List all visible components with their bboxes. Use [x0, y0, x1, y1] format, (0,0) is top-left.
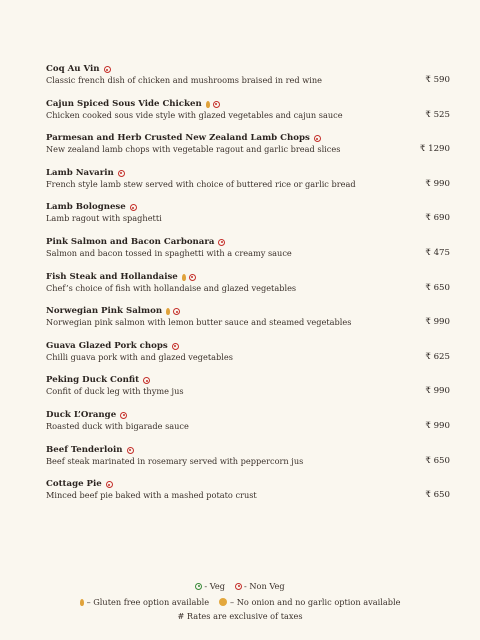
legend-gluten-free-label: – Gluten free option available	[86, 597, 210, 607]
item-price: ₹ 990	[425, 386, 450, 397]
item-description: Beef steak marinated in rosemary served with peppercorn jus	[46, 455, 304, 466]
non-veg-icon	[130, 204, 137, 211]
non-veg-icon	[213, 101, 220, 108]
no-onion-garlic-icon	[219, 598, 227, 606]
non-veg-icon	[314, 135, 321, 142]
legend-options	[0, 596, 480, 609]
item-description: Confit of duck leg with thyme jus	[46, 386, 184, 397]
item-price: ₹ 650	[425, 455, 450, 466]
non-veg-icon	[118, 170, 125, 177]
item-price: ₹ 990	[425, 420, 450, 431]
menu-item	[46, 64, 450, 99]
non-veg-icon	[172, 343, 179, 350]
item-price: ₹ 990	[425, 317, 450, 328]
item-price: ₹ 625	[425, 351, 450, 362]
item-description: Salmon and bacon tossed in spaghetti with a creamy sauce	[46, 247, 292, 258]
item-description: Minced beef pie baked with a mashed potato crust	[46, 490, 257, 501]
item-price: ₹ 525	[425, 109, 450, 120]
gluten-free-icon	[166, 308, 170, 315]
item-description: Chef’s choice of fish with hollandaise and glazed vegetables	[46, 282, 297, 293]
item-description: Norwegian pink salmon with lemon butter sauce and steamed vegetables	[46, 317, 352, 328]
non-veg-icon	[143, 377, 150, 384]
menu-item	[46, 236, 450, 272]
non-veg-icon	[127, 447, 134, 454]
item-name: Pink Salmon and Bacon Carbonara	[46, 236, 215, 247]
item-price: ₹ 990	[425, 178, 450, 189]
legend-no-onion-garlic-label: – No onion and no garlic option available	[230, 597, 401, 607]
menu-item	[46, 133, 450, 168]
item-name: Fish Steak and Hollandaise	[46, 271, 178, 282]
legend-veg-label: - Veg	[204, 581, 226, 591]
menu-list	[46, 64, 450, 514]
gluten-free-icon	[206, 101, 210, 108]
item-description: Lamb ragout with spaghetti	[46, 213, 162, 224]
item-name: Norwegian Pink Salmon	[46, 306, 163, 317]
legend-veg-nonveg	[0, 580, 480, 593]
gluten-free-icon	[80, 599, 84, 606]
item-description: New zealand lamb chops with vegetable ragout and garlic bread slices	[46, 144, 341, 155]
item-name: Lamb Bolognese	[46, 202, 126, 213]
menu-item	[46, 167, 450, 203]
item-description: French style lamb stew served with choice of buttered rice or garlic bread	[46, 178, 356, 189]
legend-taxes-note: # Rates are exclusive of taxes	[177, 611, 303, 621]
veg-icon	[195, 583, 202, 590]
item-price: ₹ 1290	[419, 144, 450, 155]
menu-item	[46, 340, 450, 376]
non-veg-icon	[173, 308, 180, 315]
non-veg-icon	[189, 274, 196, 281]
menu-item	[46, 202, 450, 237]
non-veg-icon	[104, 66, 111, 73]
item-name: Coq Au Vin	[46, 64, 100, 74]
menu-item	[46, 444, 450, 480]
non-veg-icon	[106, 481, 113, 488]
item-price: ₹ 475	[425, 247, 450, 258]
non-veg-icon	[235, 583, 242, 590]
item-name: Beef Tenderloin	[46, 444, 123, 455]
menu-item	[46, 409, 450, 445]
item-description: Chicken cooked sous vide style with glazed vegetables and cajun sauce	[46, 109, 343, 120]
item-name: Peking Duck Confit	[46, 375, 140, 386]
non-veg-icon	[218, 239, 225, 246]
menu-item	[46, 306, 450, 341]
item-price: ₹ 690	[425, 213, 450, 224]
item-price: ₹ 590	[425, 75, 450, 85]
item-description: Classic french dish of chicken and mushrooms braised in red wine	[46, 75, 322, 85]
item-name: Duck L’Orange	[46, 409, 117, 420]
item-price: ₹ 650	[425, 490, 450, 501]
menu-item	[46, 479, 450, 514]
item-price: ₹ 650	[425, 282, 450, 293]
non-veg-icon	[120, 412, 127, 419]
menu-item	[46, 375, 450, 410]
menu-item	[46, 98, 450, 134]
item-description: Chilli guava pork with and glazed vegetables	[46, 351, 233, 362]
item-name: Parmesan and Herb Crusted New Zealand Lamb Chops	[46, 133, 310, 144]
item-name: Guava Glazed Pork chops	[46, 340, 168, 351]
item-name: Lamb Navarin	[46, 167, 114, 178]
item-name: Cottage Pie	[46, 479, 102, 490]
legend-non-veg-label: - Non Veg	[244, 581, 285, 591]
item-description: Roasted duck with bigarade sauce	[46, 420, 189, 431]
item-name: Cajun Spiced Sous Vide Chicken	[46, 98, 202, 109]
menu-item	[46, 271, 450, 307]
gluten-free-icon	[182, 274, 186, 281]
